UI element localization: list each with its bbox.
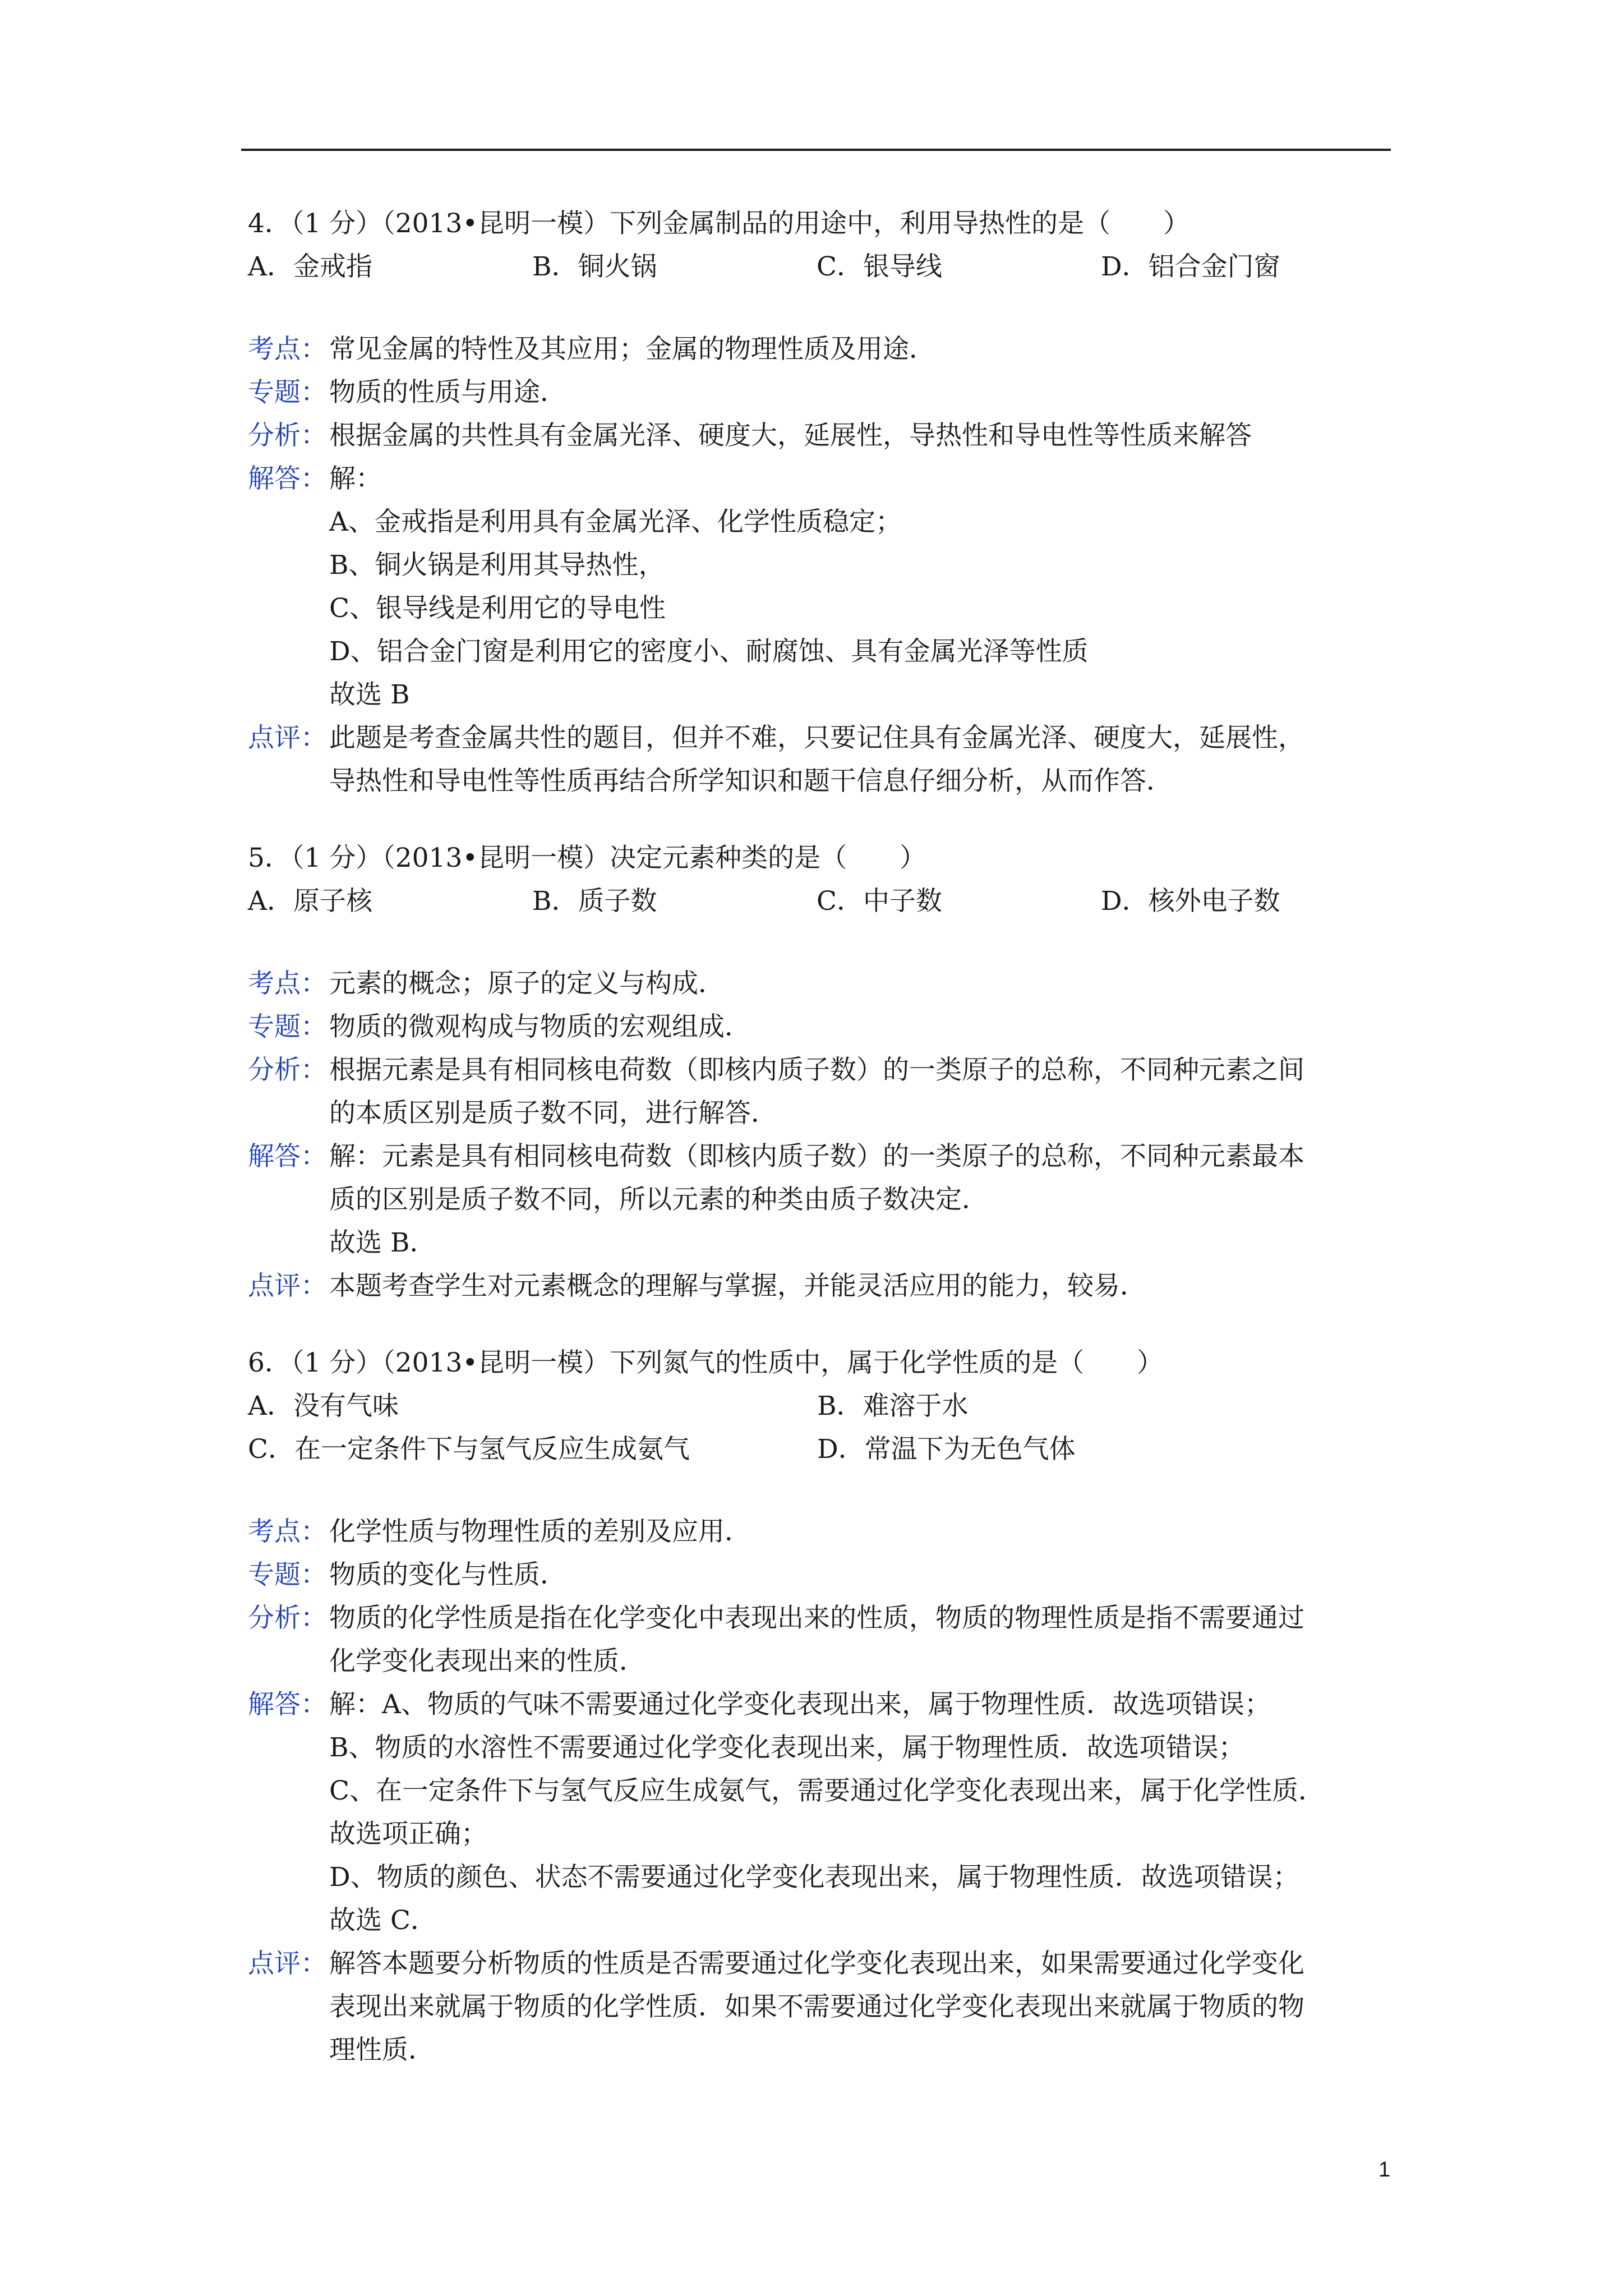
jieda-section bbox=[248, 1135, 1398, 1264]
option-row bbox=[248, 1428, 1398, 1471]
jieda-line: 质的区别是质子数不同，所以元素的种类由质子数决定． bbox=[329, 1184, 988, 1215]
option-a: A．金戒指 bbox=[248, 251, 372, 282]
option-c: C．在一定条件下与氢气反应生成氨气 bbox=[248, 1434, 690, 1465]
kaodian-text: 化学性质与物理性质的差别及应用． bbox=[329, 1516, 751, 1547]
zhuanti-label: 专题： bbox=[248, 1011, 327, 1042]
header-rule bbox=[241, 149, 1391, 151]
dianping-line: 此题是考查金属共性的题目，但并不难，只要记住具有金属光泽、硬度大，延展性， bbox=[329, 723, 1304, 753]
dianping-line: 表现出来就属于物质的化学性质．如果不需要通过化学变化表现出来就属于物质的物 bbox=[329, 1991, 1304, 2022]
option-b: B．铜火锅 bbox=[532, 251, 657, 282]
jieda-label: 解答： bbox=[248, 1141, 327, 1172]
zhuanti-section bbox=[248, 1553, 1398, 1596]
option-list bbox=[248, 245, 1398, 288]
document-page bbox=[248, 202, 1398, 2072]
fenxi-label: 分析： bbox=[248, 420, 327, 451]
zhuanti-label: 专题： bbox=[248, 377, 327, 408]
fenxi-line: 的本质区别是质子数不同，进行解答． bbox=[329, 1098, 777, 1129]
jieda-line: D、铝合金门窗是利用它的密度小、耐腐蚀、具有金属光泽等性质 bbox=[329, 636, 1089, 667]
fenxi-section bbox=[248, 414, 1398, 457]
dianping-label: 点评： bbox=[248, 1948, 327, 1979]
kaodian-section bbox=[248, 1510, 1398, 1553]
jieda-section bbox=[248, 1683, 1398, 1942]
jieda-line: C、银导线是利用它的导电性 bbox=[329, 593, 666, 624]
kaodian-section bbox=[248, 328, 1398, 371]
zhuanti-section bbox=[248, 371, 1398, 414]
question-stem: 4．（1 分）（2013•昆明一模）下列金属制品的用途中，利用导热性的是（ ） bbox=[248, 208, 1190, 239]
page-number: 1 bbox=[1378, 2158, 1391, 2182]
question-stem: 6．（1 分）（2013•昆明一模）下列氮气的性质中，属于化学性质的是（ ） bbox=[248, 1347, 1164, 1378]
question-6 bbox=[248, 1341, 1398, 2072]
jieda-line: 故选 C． bbox=[329, 1905, 437, 1936]
fenxi-label: 分析： bbox=[248, 1603, 327, 1634]
kaodian-text: 常见金属的特性及其应用；金属的物理性质及用途． bbox=[329, 334, 935, 365]
option-c: C．银导线 bbox=[817, 251, 942, 282]
jieda-line: 故选 B bbox=[329, 679, 410, 710]
question-4 bbox=[248, 202, 1398, 803]
kaodian-label: 考点： bbox=[248, 1516, 327, 1547]
option-c: C．中子数 bbox=[817, 886, 942, 917]
jieda-line: B、物质的水溶性不需要通过化学变化表现出来，属于物理性质．故选项错误； bbox=[329, 1732, 1245, 1763]
kaodian-text: 元素的概念；原子的定义与构成． bbox=[329, 968, 725, 999]
fenxi-label: 分析： bbox=[248, 1055, 327, 1085]
jieda-line: D、物质的颜色、状态不需要通过化学变化表现出来，属于物理性质．故选项错误； bbox=[329, 1862, 1299, 1893]
fenxi-line: 物质的化学性质是指在化学变化中表现出来的性质，物质的物理性质是指不需要通过 bbox=[329, 1603, 1304, 1634]
dianping-section bbox=[248, 1942, 1398, 2072]
dianping-label: 点评： bbox=[248, 723, 327, 753]
zhuanti-text: 物质的变化与性质． bbox=[329, 1559, 566, 1590]
dianping-label: 点评： bbox=[248, 1271, 327, 1301]
zhuanti-section bbox=[248, 1005, 1398, 1048]
option-b: B．难溶于水 bbox=[817, 1391, 969, 1421]
option-d: D．核外电子数 bbox=[1101, 886, 1280, 917]
jieda-line: C、在一定条件下与氢气反应生成氨气，需要通过化学变化表现出来，属于化学性质． bbox=[329, 1775, 1325, 1806]
zhuanti-text: 物质的微观构成与物质的宏观组成． bbox=[329, 1011, 751, 1042]
option-a: A．没有气味 bbox=[248, 1391, 399, 1421]
kaodian-label: 考点： bbox=[248, 334, 327, 365]
option-a: A．原子核 bbox=[248, 886, 372, 917]
jieda-label: 解答： bbox=[248, 1689, 327, 1720]
jieda-line: 解：A、物质的气味不需要通过化学变化表现出来，属于物理性质．故选项错误； bbox=[329, 1689, 1271, 1720]
jieda-line: A、金戒指是利用具有金属光泽、化学性质稳定； bbox=[329, 507, 902, 537]
fenxi-section bbox=[248, 1048, 1398, 1135]
zhuanti-text: 物质的性质与用途． bbox=[329, 377, 566, 408]
jieda-line: 故选 B． bbox=[329, 1227, 436, 1258]
question-5 bbox=[248, 836, 1398, 1308]
kaodian-section bbox=[248, 962, 1398, 1005]
fenxi-section bbox=[248, 1596, 1398, 1683]
jieda-section bbox=[248, 457, 1398, 716]
fenxi-line: 根据金属的共性具有金属光泽、硬度大，延展性，导热性和导电性等性质来解答 bbox=[329, 420, 1252, 451]
question-stem: 5．（1 分）（2013•昆明一模）决定元素种类的是（ ） bbox=[248, 843, 926, 873]
fenxi-line: 化学变化表现出来的性质． bbox=[329, 1646, 645, 1677]
jieda-line: B、铜火锅是利用其导热性， bbox=[329, 550, 665, 581]
kaodian-label: 考点： bbox=[248, 968, 327, 999]
jieda-line: 故选项正确； bbox=[329, 1819, 487, 1849]
option-d: D．铝合金门窗 bbox=[1101, 251, 1280, 282]
option-b: B．质子数 bbox=[532, 886, 657, 917]
option-d: D．常温下为无色气体 bbox=[817, 1434, 1076, 1465]
fenxi-line: 根据元素是具有相同核电荷数（即核内质子数）的一类原子的总称，不同种元素之间 bbox=[329, 1055, 1304, 1085]
jieda-line: 解： bbox=[329, 463, 382, 494]
dianping-section bbox=[248, 716, 1398, 803]
dianping-line: 理性质． bbox=[329, 2035, 435, 2065]
jieda-label: 解答： bbox=[248, 463, 327, 494]
dianping-line: 本题考查学生对元素概念的理解与掌握，并能灵活应用的能力，较易． bbox=[329, 1271, 1146, 1301]
dianping-section bbox=[248, 1264, 1398, 1308]
zhuanti-label: 专题： bbox=[248, 1559, 327, 1590]
jieda-line: 解：元素是具有相同核电荷数（即核内质子数）的一类原子的总称，不同种元素最本 bbox=[329, 1141, 1304, 1172]
option-row bbox=[248, 1384, 1398, 1428]
dianping-line: 导热性和导电性等性质再结合所学知识和题干信息仔细分析，从而作答． bbox=[329, 766, 1173, 797]
option-list bbox=[248, 880, 1398, 923]
dianping-line: 解答本题要分析物质的性质是否需要通过化学变化表现出来，如果需要通过化学变化 bbox=[329, 1948, 1304, 1979]
